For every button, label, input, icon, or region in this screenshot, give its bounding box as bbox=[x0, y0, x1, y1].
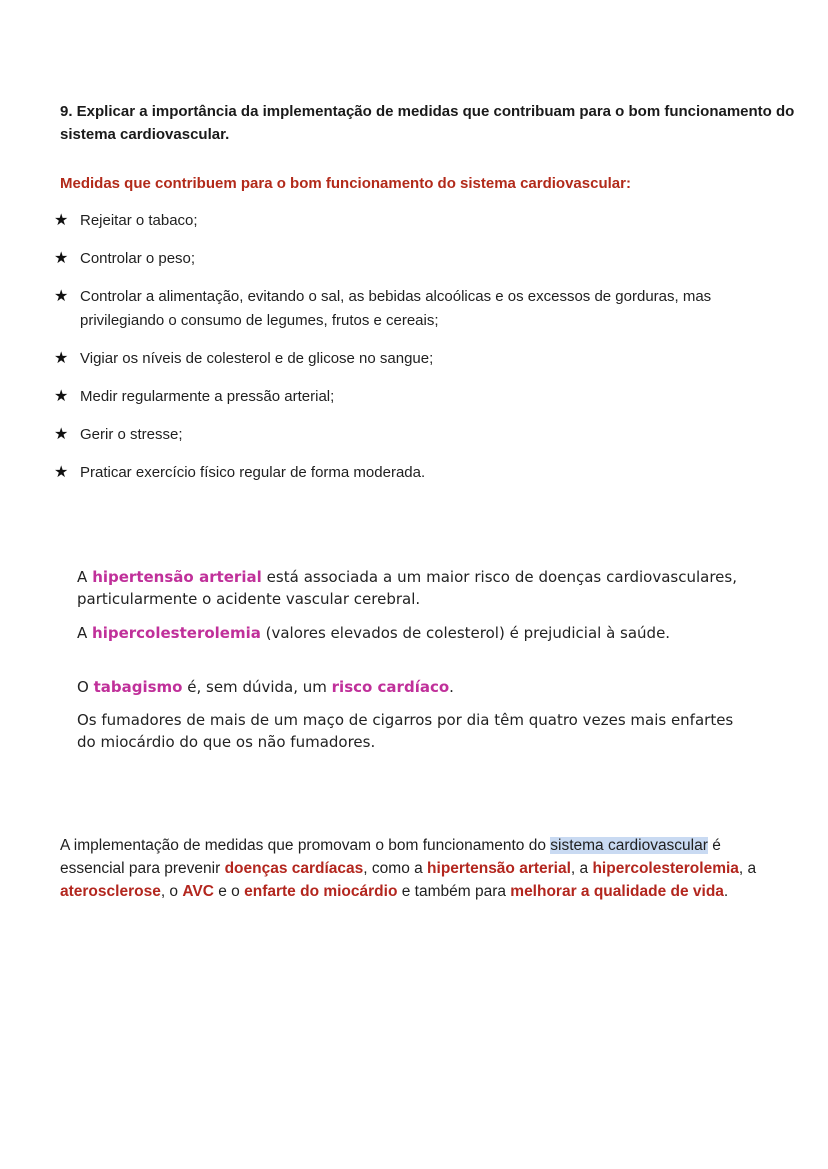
text-span: , a bbox=[570, 860, 593, 877]
list-item bbox=[0, 385, 760, 409]
list-item-text: Controlar o peso; bbox=[80, 250, 196, 267]
text-span: A bbox=[77, 568, 93, 586]
star-icon: ★ bbox=[54, 212, 69, 229]
smoking-paragraph bbox=[77, 676, 737, 698]
text-span: é, sem dúvida, um bbox=[182, 678, 332, 696]
star-icon: ★ bbox=[54, 288, 69, 305]
conclusion-paragraph bbox=[60, 834, 784, 903]
list-item bbox=[0, 247, 760, 271]
text-span: , a bbox=[738, 860, 757, 877]
keyword-myocardial-infarction: enfarte do miocárdio bbox=[244, 883, 398, 900]
measures-title: Medidas que contribuem para o bom funcionamento do sistema cardiovascular: bbox=[60, 175, 631, 192]
list-item-text: Gerir o stresse; bbox=[80, 426, 183, 443]
list-item-text: Vigiar os níveis de colesterol e de glicose no sangue; bbox=[80, 350, 434, 367]
question-heading: 9. Explicar a importância da implementação de medidas que contribuam para o bom funcionamento do sistema cardiovascular. bbox=[60, 103, 795, 143]
star-icon: ★ bbox=[54, 426, 69, 443]
text-span: A implementação de medidas que promovam o bom funcionamento do bbox=[60, 837, 551, 854]
list-item bbox=[0, 285, 760, 333]
text-span: , como a bbox=[363, 860, 428, 877]
star-icon: ★ bbox=[54, 250, 69, 267]
keyword-quality-of-life: melhorar a qualidade de vida bbox=[510, 883, 724, 900]
text-span: (valores elevados de colesterol) é prejudicial à saúde. bbox=[260, 624, 671, 642]
list-item-text: Medir regularmente a pressão arterial; bbox=[80, 388, 335, 405]
keyword-hypertension: hipertensão arterial bbox=[427, 860, 571, 877]
star-icon: ★ bbox=[54, 464, 69, 481]
keyword-hypercholesterolemia: hipercolesterolemia bbox=[592, 860, 739, 877]
star-icon: ★ bbox=[54, 388, 69, 405]
text-span: , o bbox=[160, 883, 183, 900]
text-span: . bbox=[723, 883, 729, 900]
text-span: A bbox=[77, 624, 93, 642]
hypercholesterolemia-paragraph bbox=[77, 622, 737, 644]
keyword-heart-disease: doenças cardíacas bbox=[224, 860, 364, 877]
measures-list bbox=[0, 209, 828, 499]
keyword-hypertension: hipertensão arterial bbox=[92, 568, 262, 586]
list-item bbox=[0, 347, 760, 371]
keyword-avc: AVC bbox=[182, 883, 214, 900]
list-item-text: Controlar a alimentação, evitando o sal, as bebidas alcoólicas e os excessos de gorduras, mas privilegiando o consumo de legumes, frutos e cereais; bbox=[80, 288, 712, 329]
keyword-hypercholesterolemia: hipercolesterolemia bbox=[92, 624, 261, 642]
text-span: O bbox=[77, 678, 94, 696]
list-item bbox=[0, 423, 760, 447]
text-span: está associada a um maior risco de doenças cardiovasculares, particularmente o acidente vascular cerebral. bbox=[77, 568, 737, 608]
hypertension-paragraph bbox=[77, 566, 737, 610]
list-item bbox=[0, 461, 760, 485]
keyword-smoking: tabagismo bbox=[93, 678, 183, 696]
smokers-paragraph bbox=[77, 709, 737, 753]
text-span: . bbox=[449, 678, 454, 696]
text-span: é essencial para prevenir bbox=[60, 837, 721, 877]
list-item-text: Rejeitar o tabaco; bbox=[80, 212, 198, 229]
list-item bbox=[0, 209, 760, 233]
highlighted-text: sistema cardiovascular bbox=[550, 837, 708, 854]
star-icon: ★ bbox=[54, 350, 69, 367]
keyword-atherosclerosis: aterosclerose bbox=[60, 883, 161, 900]
text-span: e também para bbox=[397, 883, 511, 900]
list-item-text: Praticar exercício físico regular de forma moderada. bbox=[80, 464, 426, 481]
smokers-text: Os fumadores de mais de um maço de cigarros por dia têm quatro vezes mais enfartes do miocárdio do que os não fumadores. bbox=[77, 711, 734, 751]
keyword-cardiac-risk: risco cardíaco bbox=[331, 678, 450, 696]
text-span: e o bbox=[213, 883, 245, 900]
